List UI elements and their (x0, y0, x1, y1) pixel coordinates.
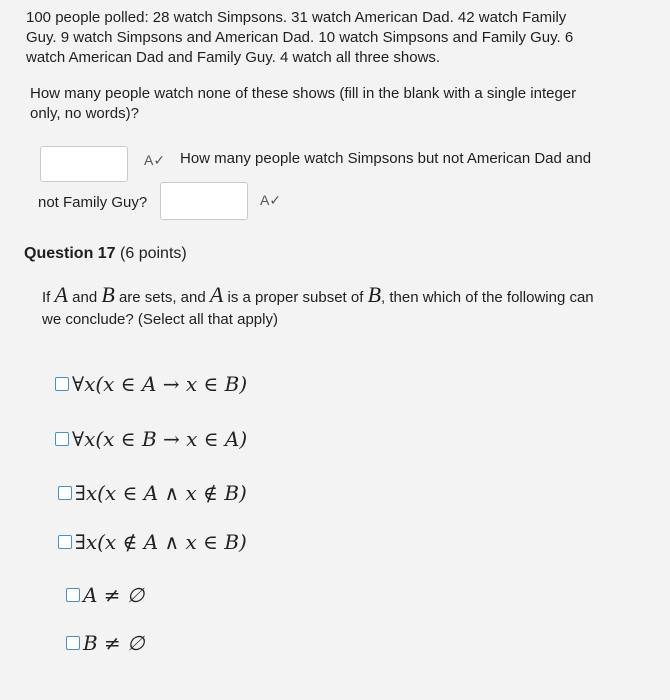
problem-line-2: Guy. 9 watch Simpsons and American Dad. 10 watch Simpsons and Family Guy. 6 (26, 29, 574, 46)
stem-text: are sets, and (114, 289, 210, 306)
option-checkbox[interactable] (66, 636, 80, 650)
set-a-symbol: A (54, 282, 68, 307)
option-4[interactable] (58, 530, 247, 554)
option-checkbox[interactable] (58, 486, 72, 500)
question-simpsons-only-prefix: How many people watch Simpsons but not American Dad and (180, 150, 592, 167)
question-none-line-2: only, no words)? (30, 105, 139, 122)
set-a-symbol: A (209, 282, 224, 307)
problem-line-3: watch American Dad and Family Guy. 4 watch all three shows. (26, 49, 441, 66)
option-5[interactable] (66, 583, 144, 607)
problem-line-1: 100 people polled: 28 watch Simpsons. 31 watch American Dad. 42 watch Family (26, 9, 567, 26)
stem-text: If (42, 289, 55, 306)
question-simpsons-only-suffix: not Family Guy? (38, 194, 148, 211)
option-3[interactable] (58, 481, 247, 505)
stem-text: , then which of the following can (381, 289, 594, 306)
option-checkbox[interactable] (55, 432, 69, 446)
option-6[interactable] (66, 631, 145, 655)
stem-text: and (67, 289, 102, 306)
spellcheck-icon[interactable]: A✓ (260, 192, 282, 208)
option-label: A ≠ ∅ (83, 583, 145, 607)
option-label: ∃x(x ∈ A ∧ x ∉ B) (75, 481, 247, 505)
stem-line-2: we conclude? (Select all that apply) (42, 311, 278, 328)
set-b-symbol: B (101, 282, 115, 307)
option-label: ∃x(x ∉ A ∧ x ∈ B) (75, 530, 247, 554)
stem-text: is a proper subset of (223, 289, 368, 306)
question-points: (6 points) (120, 245, 187, 262)
option-checkbox[interactable] (55, 377, 69, 391)
question-number: Question 17 (24, 245, 116, 262)
option-checkbox[interactable] (66, 588, 80, 602)
spellcheck-icon[interactable]: A✓ (144, 152, 166, 168)
option-label: B ≠ ∅ (83, 631, 145, 655)
set-b-symbol: B (367, 282, 382, 307)
question-none-line-1: How many people watch none of these shows (fill in the blank with a single integer (30, 85, 577, 102)
option-2[interactable] (55, 427, 247, 451)
option-label: ∀x(x ∈ B → x ∈ A) (72, 427, 248, 451)
option-1[interactable] (55, 372, 247, 396)
option-checkbox[interactable] (58, 535, 72, 549)
option-label: ∀x(x ∈ A → x ∈ B) (72, 372, 248, 396)
